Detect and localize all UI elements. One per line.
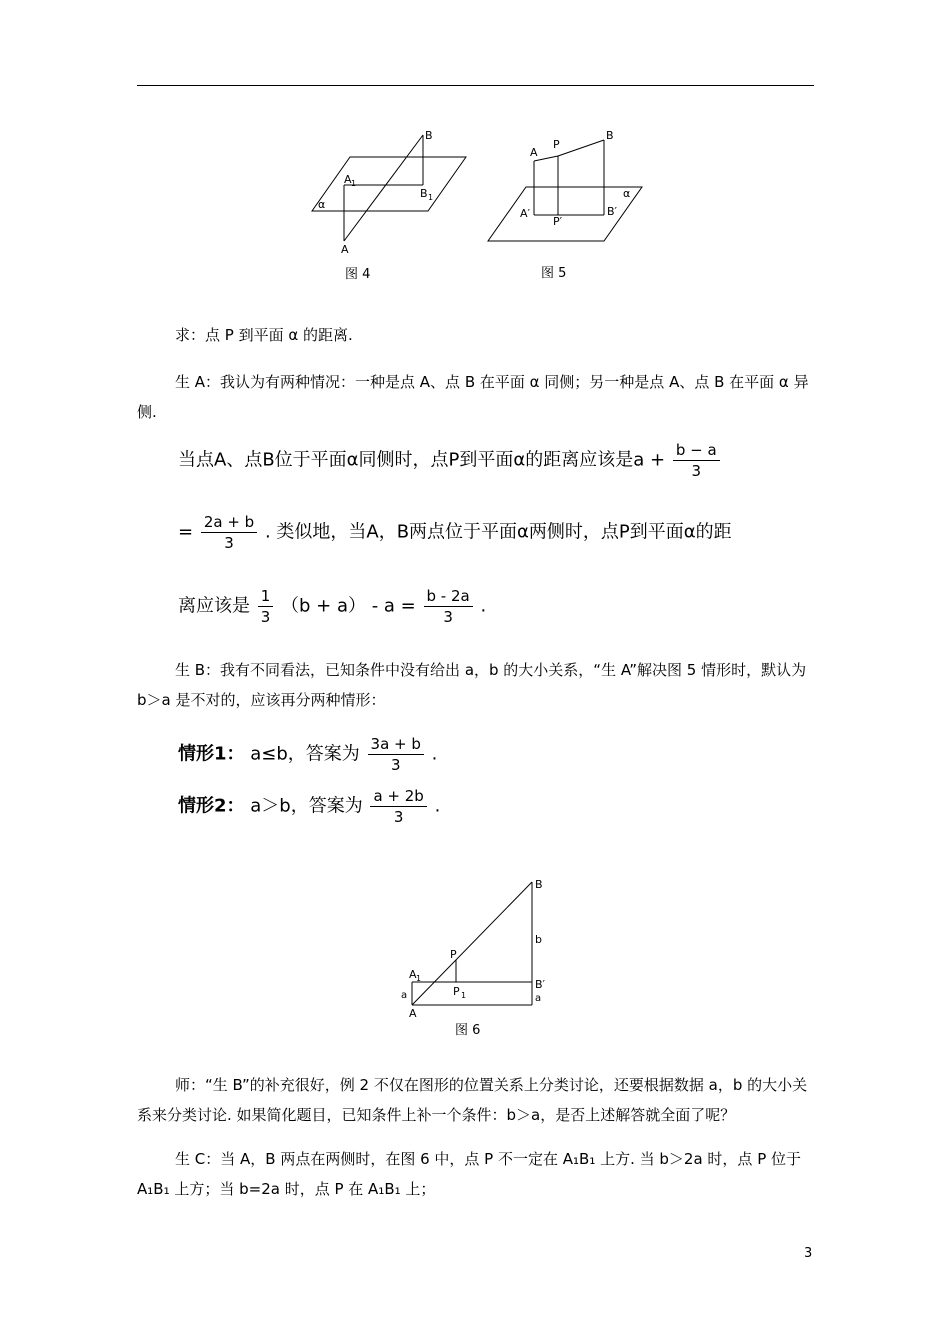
fig6-label-a1: A bbox=[409, 968, 417, 981]
fig4-label-b1-sub: 1 bbox=[428, 193, 434, 202]
fig6-label-b-length: b bbox=[535, 933, 542, 946]
figure-5-caption: 图 5 bbox=[541, 266, 567, 281]
fig6-label-b: B bbox=[535, 878, 543, 891]
fig5-label-a-prime: A′ bbox=[520, 207, 531, 220]
case-1-numerator: 3a + b bbox=[368, 734, 424, 755]
page-number: 3 bbox=[804, 1246, 813, 1261]
eq2-denominator: 3 bbox=[224, 534, 234, 552]
eq2-fraction bbox=[201, 512, 257, 553]
eq1-denominator: 3 bbox=[691, 462, 702, 480]
figure-4-caption: 图 4 bbox=[345, 267, 371, 282]
eq2-numerator: 2a + b bbox=[201, 512, 257, 533]
fig5-label-p: P bbox=[553, 138, 560, 151]
fig6-label-b-prime: B′ bbox=[535, 978, 546, 991]
equation-line-1 bbox=[178, 440, 722, 481]
eq2-text: . 类似地，当A，B两点位于平面α两侧时，点P到平面α的距 bbox=[264, 521, 732, 543]
case-2 bbox=[178, 786, 440, 827]
fig6-label-p1-sub: 1 bbox=[461, 991, 467, 1000]
case-2-end: . bbox=[434, 795, 441, 817]
fig5-label-a: A bbox=[530, 146, 538, 159]
eq3-text2: （b + a） - a = bbox=[281, 595, 416, 617]
fig4-label-a1-sub: 1 bbox=[351, 179, 357, 188]
teacher-comment: 师：“生 B”的补充很好，例 2 不仅在图形的位置关系上分类讨论，还要根据数据 a，b 的大小关系来分类讨论. 如果简化题目，已知条件上补一个条件：b＞a，是否上述解答就全面了呢？ bbox=[137, 1076, 808, 1124]
figure-6-diagram bbox=[398, 872, 558, 1022]
fig5-label-b-prime: B′ bbox=[607, 205, 618, 218]
student-c-response: 生 C：当 A，B 两点在两侧时，在图 6 中，点 P 不一定在 A₁B₁ 上方. 当 b＞2a 时，点 P 位于 A₁B₁ 上方；当 b=2a 时，点 P 在 A₁B₁ 上； bbox=[137, 1150, 802, 1198]
case-2-numerator: a + 2b bbox=[370, 786, 426, 807]
fig6-label-p: P bbox=[450, 948, 457, 961]
case-2-fraction bbox=[370, 786, 426, 827]
case-1-denominator: 3 bbox=[390, 756, 401, 774]
fig5-label-b: B bbox=[606, 129, 614, 142]
student-b-response: 生 B：我有不同看法，已知条件中没有给出 a，b 的大小关系，“生 A”解决图 5 情形时，默认为 b＞a 是不对的，应该再分两种情形： bbox=[137, 661, 807, 709]
case-1-end: . bbox=[431, 743, 438, 765]
case-2-denominator: 3 bbox=[393, 808, 404, 826]
case-1-fraction bbox=[368, 734, 424, 775]
eq3-numerator-2: b - 2a bbox=[424, 586, 473, 607]
case-2-label: 情形2： bbox=[178, 795, 245, 817]
fig6-label-a-right: a bbox=[535, 993, 542, 1004]
case-1-condition: a≤b，答案为 bbox=[250, 743, 360, 765]
equation-line-3 bbox=[178, 586, 486, 627]
eq3-fraction-2 bbox=[424, 586, 473, 627]
fig4-label-b1: B bbox=[420, 187, 428, 200]
eq3-text3: . bbox=[480, 595, 487, 617]
header-rule bbox=[137, 85, 814, 86]
eq1-fraction bbox=[673, 440, 720, 481]
fig5-label-alpha: α bbox=[623, 187, 631, 200]
eq3-denominator-1: 3 bbox=[260, 608, 271, 626]
eq3-fraction-1 bbox=[258, 586, 274, 627]
eq1-numerator: b − a bbox=[673, 440, 720, 461]
figure-5-diagram bbox=[486, 125, 646, 250]
case-1-label: 情形1： bbox=[178, 743, 245, 765]
eq3-denominator-2: 3 bbox=[443, 608, 453, 626]
case-1 bbox=[178, 734, 437, 775]
fig4-label-a1: A bbox=[344, 173, 352, 186]
problem-question: 求：点 P 到平面 α 的距离. bbox=[175, 326, 353, 344]
student-a-response: 生 A：我认为有两种情况：一种是点 A、点 B 在平面 α 同侧；另一种是点 A、点 B 在平面 α 异侧. bbox=[137, 373, 809, 421]
fig6-label-a1-sub: 1 bbox=[416, 974, 422, 983]
eq2-prefix: = bbox=[178, 521, 194, 543]
eq1-text: 当点A、点B位于平面α同侧时，点P到平面α的距离应该是a + bbox=[178, 449, 666, 471]
fig6-label-a: A bbox=[409, 1007, 417, 1020]
fig4-label-b: B bbox=[425, 129, 433, 142]
fig4-label-a: A bbox=[341, 243, 349, 256]
equation-line-2 bbox=[178, 512, 732, 553]
eq3-numerator-1: 1 bbox=[258, 586, 274, 607]
figure-4-diagram bbox=[310, 125, 480, 260]
fig6-label-a-left: a bbox=[401, 990, 408, 1001]
case-2-condition: a＞b，答案为 bbox=[250, 795, 363, 817]
fig6-label-p1: P bbox=[453, 985, 460, 998]
fig5-label-p-prime: P′ bbox=[553, 215, 563, 228]
fig4-label-alpha: α bbox=[318, 198, 326, 211]
eq3-text1: 离应该是 bbox=[178, 595, 250, 617]
figure-6-caption: 图 6 bbox=[455, 1023, 481, 1038]
